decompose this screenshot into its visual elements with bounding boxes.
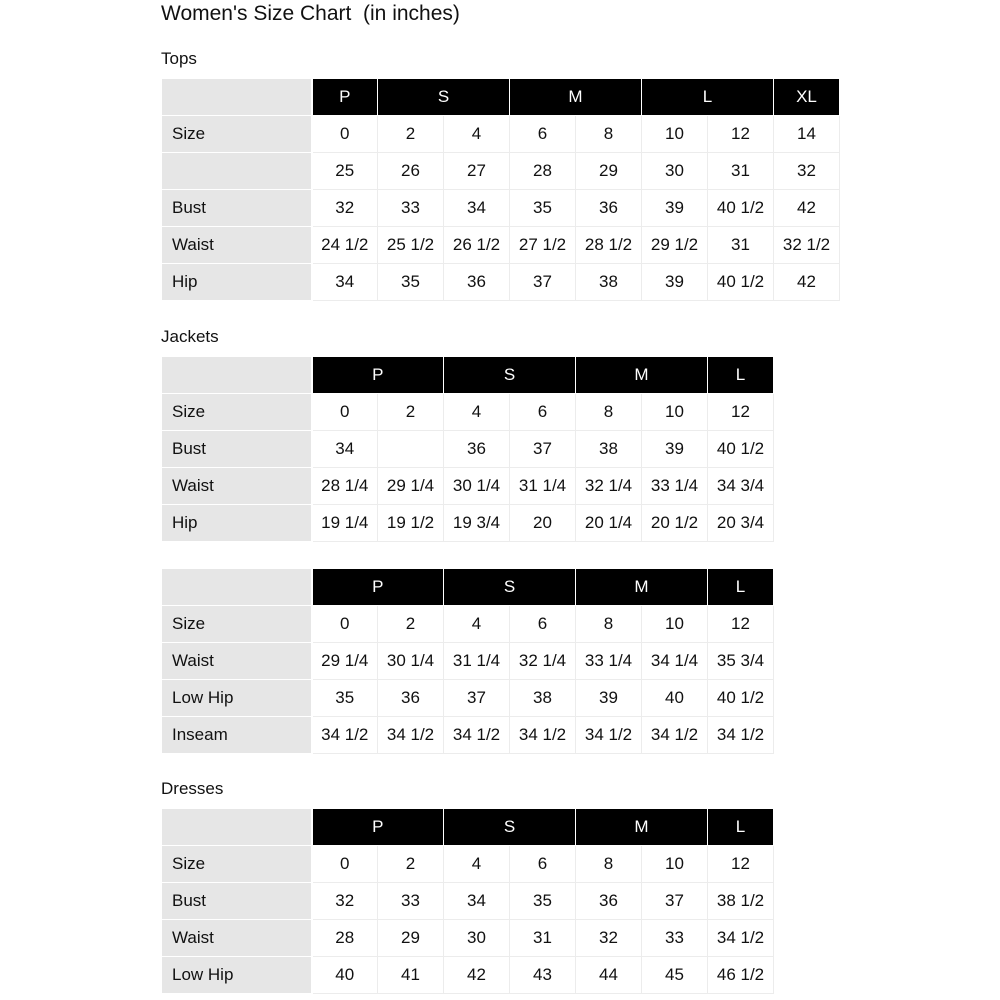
- row-label: Bust: [162, 190, 312, 227]
- header-corner-cell: [162, 357, 312, 394]
- section-title-jackets: Jackets: [161, 327, 219, 346]
- table-cell: 45: [642, 957, 708, 994]
- table-cell: 42: [774, 190, 840, 227]
- table-row: [162, 883, 774, 920]
- table-cell: 30 1/4: [378, 643, 444, 680]
- table-row: [162, 920, 774, 957]
- size-group-header: P: [312, 809, 444, 846]
- table-cell: 36: [576, 883, 642, 920]
- table-cell: 31: [510, 920, 576, 957]
- table-cell: 0: [312, 394, 378, 431]
- table-cell: 34 1/2: [510, 717, 576, 754]
- table-cell: 27: [444, 153, 510, 190]
- table-cell: 36: [444, 264, 510, 301]
- row-label: Waist: [162, 920, 312, 957]
- table-cell: 43: [510, 957, 576, 994]
- table-cell: 4: [444, 606, 510, 643]
- table-cell: [378, 431, 444, 468]
- dresses-size-table: [161, 808, 774, 994]
- table-cell: 31: [708, 153, 774, 190]
- size-group-header: L: [708, 809, 774, 846]
- row-label: Hip: [162, 505, 312, 542]
- table-cell: 33: [378, 883, 444, 920]
- size-group-header: S: [444, 569, 576, 606]
- table-cell: 36: [378, 680, 444, 717]
- table-row: [162, 431, 774, 468]
- header-corner-cell: [162, 569, 312, 606]
- table-cell: 25 1/2: [378, 227, 444, 264]
- size-group-header: M: [510, 79, 642, 116]
- table-row: [162, 846, 774, 883]
- table-cell: 32: [774, 153, 840, 190]
- table-cell: 29 1/4: [312, 643, 378, 680]
- table-cell: 30: [642, 153, 708, 190]
- size-group-header: S: [444, 809, 576, 846]
- table-cell: 34 1/2: [576, 717, 642, 754]
- table-cell: 37: [642, 883, 708, 920]
- table-cell: 8: [576, 116, 642, 153]
- table-cell: 6: [510, 116, 576, 153]
- table-cell: 35: [378, 264, 444, 301]
- table-cell: 37: [510, 264, 576, 301]
- table-cell: 33 1/4: [576, 643, 642, 680]
- table-cell: 39: [642, 264, 708, 301]
- table-cell: 25: [312, 153, 378, 190]
- size-group-header: L: [708, 357, 774, 394]
- table-cell: 8: [576, 846, 642, 883]
- table-cell: 34 1/2: [378, 717, 444, 754]
- size-group-header-row: [162, 79, 840, 116]
- table-cell: 39: [576, 680, 642, 717]
- size-group-header: P: [312, 357, 444, 394]
- table-cell: 6: [510, 606, 576, 643]
- table-cell: 34 1/2: [708, 717, 774, 754]
- table-cell: 32: [312, 190, 378, 227]
- table-cell: 37: [510, 431, 576, 468]
- table-cell: 12: [708, 606, 774, 643]
- table-cell: 19 3/4: [444, 505, 510, 542]
- table-cell: 0: [312, 846, 378, 883]
- table-cell: 20 3/4: [708, 505, 774, 542]
- row-label: Bust: [162, 883, 312, 920]
- table-cell: 34 3/4: [708, 468, 774, 505]
- size-group-header: P: [312, 79, 378, 116]
- row-label: Size: [162, 116, 312, 153]
- table-cell: 2: [378, 116, 444, 153]
- table-cell: 28: [510, 153, 576, 190]
- table-cell: 10: [642, 606, 708, 643]
- row-label: Waist: [162, 468, 312, 505]
- table-cell: 28 1/4: [312, 468, 378, 505]
- table-row: [162, 468, 774, 505]
- table-cell: 32 1/4: [510, 643, 576, 680]
- table-cell: 34: [444, 883, 510, 920]
- table-row: [162, 717, 774, 754]
- table-row: [162, 643, 774, 680]
- size-group-header: M: [576, 569, 708, 606]
- table-cell: 29 1/2: [642, 227, 708, 264]
- size-group-header-row: [162, 569, 774, 606]
- table-cell: 32 1/2: [774, 227, 840, 264]
- table-cell: 20 1/4: [576, 505, 642, 542]
- table-cell: 40 1/2: [708, 190, 774, 227]
- table-cell: 33 1/4: [642, 468, 708, 505]
- row-label: Hip: [162, 264, 312, 301]
- table-cell: 20: [510, 505, 576, 542]
- table-cell: 31 1/4: [510, 468, 576, 505]
- table-cell: 35 3/4: [708, 643, 774, 680]
- table-cell: 32: [312, 883, 378, 920]
- row-label: Bust: [162, 431, 312, 468]
- size-group-header: S: [444, 357, 576, 394]
- table-cell: 40: [642, 680, 708, 717]
- jackets-size-table: [161, 356, 774, 542]
- table-cell: 29: [378, 920, 444, 957]
- table-cell: 14: [774, 116, 840, 153]
- table-cell: 27 1/2: [510, 227, 576, 264]
- table-cell: 38: [510, 680, 576, 717]
- table-cell: 38 1/2: [708, 883, 774, 920]
- table-cell: 36: [444, 431, 510, 468]
- size-group-header-row: [162, 357, 774, 394]
- table-cell: 41: [378, 957, 444, 994]
- table-cell: 35: [510, 883, 576, 920]
- row-label: Size: [162, 846, 312, 883]
- table-cell: 34 1/2: [642, 717, 708, 754]
- table-cell: 4: [444, 394, 510, 431]
- header-corner-cell: [162, 809, 312, 846]
- table-cell: 35: [510, 190, 576, 227]
- table-cell: 20 1/2: [642, 505, 708, 542]
- table-cell: 29 1/4: [378, 468, 444, 505]
- table-cell: 33: [378, 190, 444, 227]
- table-cell: 2: [378, 846, 444, 883]
- table-cell: 10: [642, 116, 708, 153]
- row-label: Waist: [162, 227, 312, 264]
- header-corner-cell: [162, 79, 312, 116]
- table-cell: 35: [312, 680, 378, 717]
- row-label: Size: [162, 394, 312, 431]
- table-cell: 26: [378, 153, 444, 190]
- table-cell: 37: [444, 680, 510, 717]
- table-cell: 29: [576, 153, 642, 190]
- size-group-header: P: [312, 569, 444, 606]
- table-cell: 32 1/4: [576, 468, 642, 505]
- table-cell: 24 1/2: [312, 227, 378, 264]
- table-row: [162, 227, 840, 264]
- table-cell: 4: [444, 846, 510, 883]
- table-cell: 46 1/2: [708, 957, 774, 994]
- table-cell: 6: [510, 394, 576, 431]
- table-cell: 34: [312, 264, 378, 301]
- table-cell: 39: [642, 190, 708, 227]
- table-cell: 28 1/2: [576, 227, 642, 264]
- section-title-dresses: Dresses: [161, 779, 224, 798]
- table-cell: 34: [312, 431, 378, 468]
- table-cell: 28: [312, 920, 378, 957]
- table-cell: 12: [708, 846, 774, 883]
- row-label: Inseam: [162, 717, 312, 754]
- table-cell: 34: [444, 190, 510, 227]
- table-row: [162, 394, 774, 431]
- size-group-header: M: [576, 357, 708, 394]
- table-cell: 30 1/4: [444, 468, 510, 505]
- table-cell: 8: [576, 394, 642, 431]
- row-label: Waist: [162, 643, 312, 680]
- table-cell: 34 1/2: [444, 717, 510, 754]
- row-label: Size: [162, 606, 312, 643]
- table-cell: 10: [642, 846, 708, 883]
- row-label: Low Hip: [162, 680, 312, 717]
- table-cell: 8: [576, 606, 642, 643]
- table-cell: 31 1/4: [444, 643, 510, 680]
- table-cell: 19 1/2: [378, 505, 444, 542]
- table-row: [162, 606, 774, 643]
- table-cell: 30: [444, 920, 510, 957]
- table-row: [162, 680, 774, 717]
- page-title: Women's Size Chart (in inches): [161, 2, 460, 25]
- size-group-header: L: [642, 79, 774, 116]
- table-cell: 32: [576, 920, 642, 957]
- table-cell: 0: [312, 606, 378, 643]
- size-group-header: S: [378, 79, 510, 116]
- table-cell: 10: [642, 394, 708, 431]
- table-cell: 40: [312, 957, 378, 994]
- table-cell: 34 1/2: [708, 920, 774, 957]
- table-row: [162, 153, 840, 190]
- table-cell: 40 1/2: [708, 264, 774, 301]
- table-cell: 36: [576, 190, 642, 227]
- row-label: [162, 153, 312, 190]
- table-row: [162, 957, 774, 994]
- row-label: Low Hip: [162, 957, 312, 994]
- table-row: [162, 505, 774, 542]
- size-group-header: L: [708, 569, 774, 606]
- size-group-header-row: [162, 809, 774, 846]
- table-cell: 34 1/2: [312, 717, 378, 754]
- table-cell: 33: [642, 920, 708, 957]
- size-group-header: XL: [774, 79, 840, 116]
- table-cell: 40 1/2: [708, 431, 774, 468]
- table-cell: 42: [774, 264, 840, 301]
- pants-size-table: [161, 568, 774, 754]
- size-group-header: M: [576, 809, 708, 846]
- table-cell: 44: [576, 957, 642, 994]
- table-cell: 31: [708, 227, 774, 264]
- table-cell: 34 1/4: [642, 643, 708, 680]
- table-cell: 2: [378, 394, 444, 431]
- table-row: [162, 264, 840, 301]
- table-cell: 39: [642, 431, 708, 468]
- section-title-tops: Tops: [161, 49, 197, 68]
- table-cell: 38: [576, 264, 642, 301]
- table-cell: 19 1/4: [312, 505, 378, 542]
- table-cell: 12: [708, 394, 774, 431]
- table-cell: 4: [444, 116, 510, 153]
- table-cell: 38: [576, 431, 642, 468]
- table-row: [162, 190, 840, 227]
- table-cell: 0: [312, 116, 378, 153]
- table-cell: 12: [708, 116, 774, 153]
- table-cell: 2: [378, 606, 444, 643]
- tops-size-table: [161, 78, 840, 301]
- table-cell: 26 1/2: [444, 227, 510, 264]
- table-row: [162, 116, 840, 153]
- table-cell: 42: [444, 957, 510, 994]
- table-cell: 6: [510, 846, 576, 883]
- table-cell: 40 1/2: [708, 680, 774, 717]
